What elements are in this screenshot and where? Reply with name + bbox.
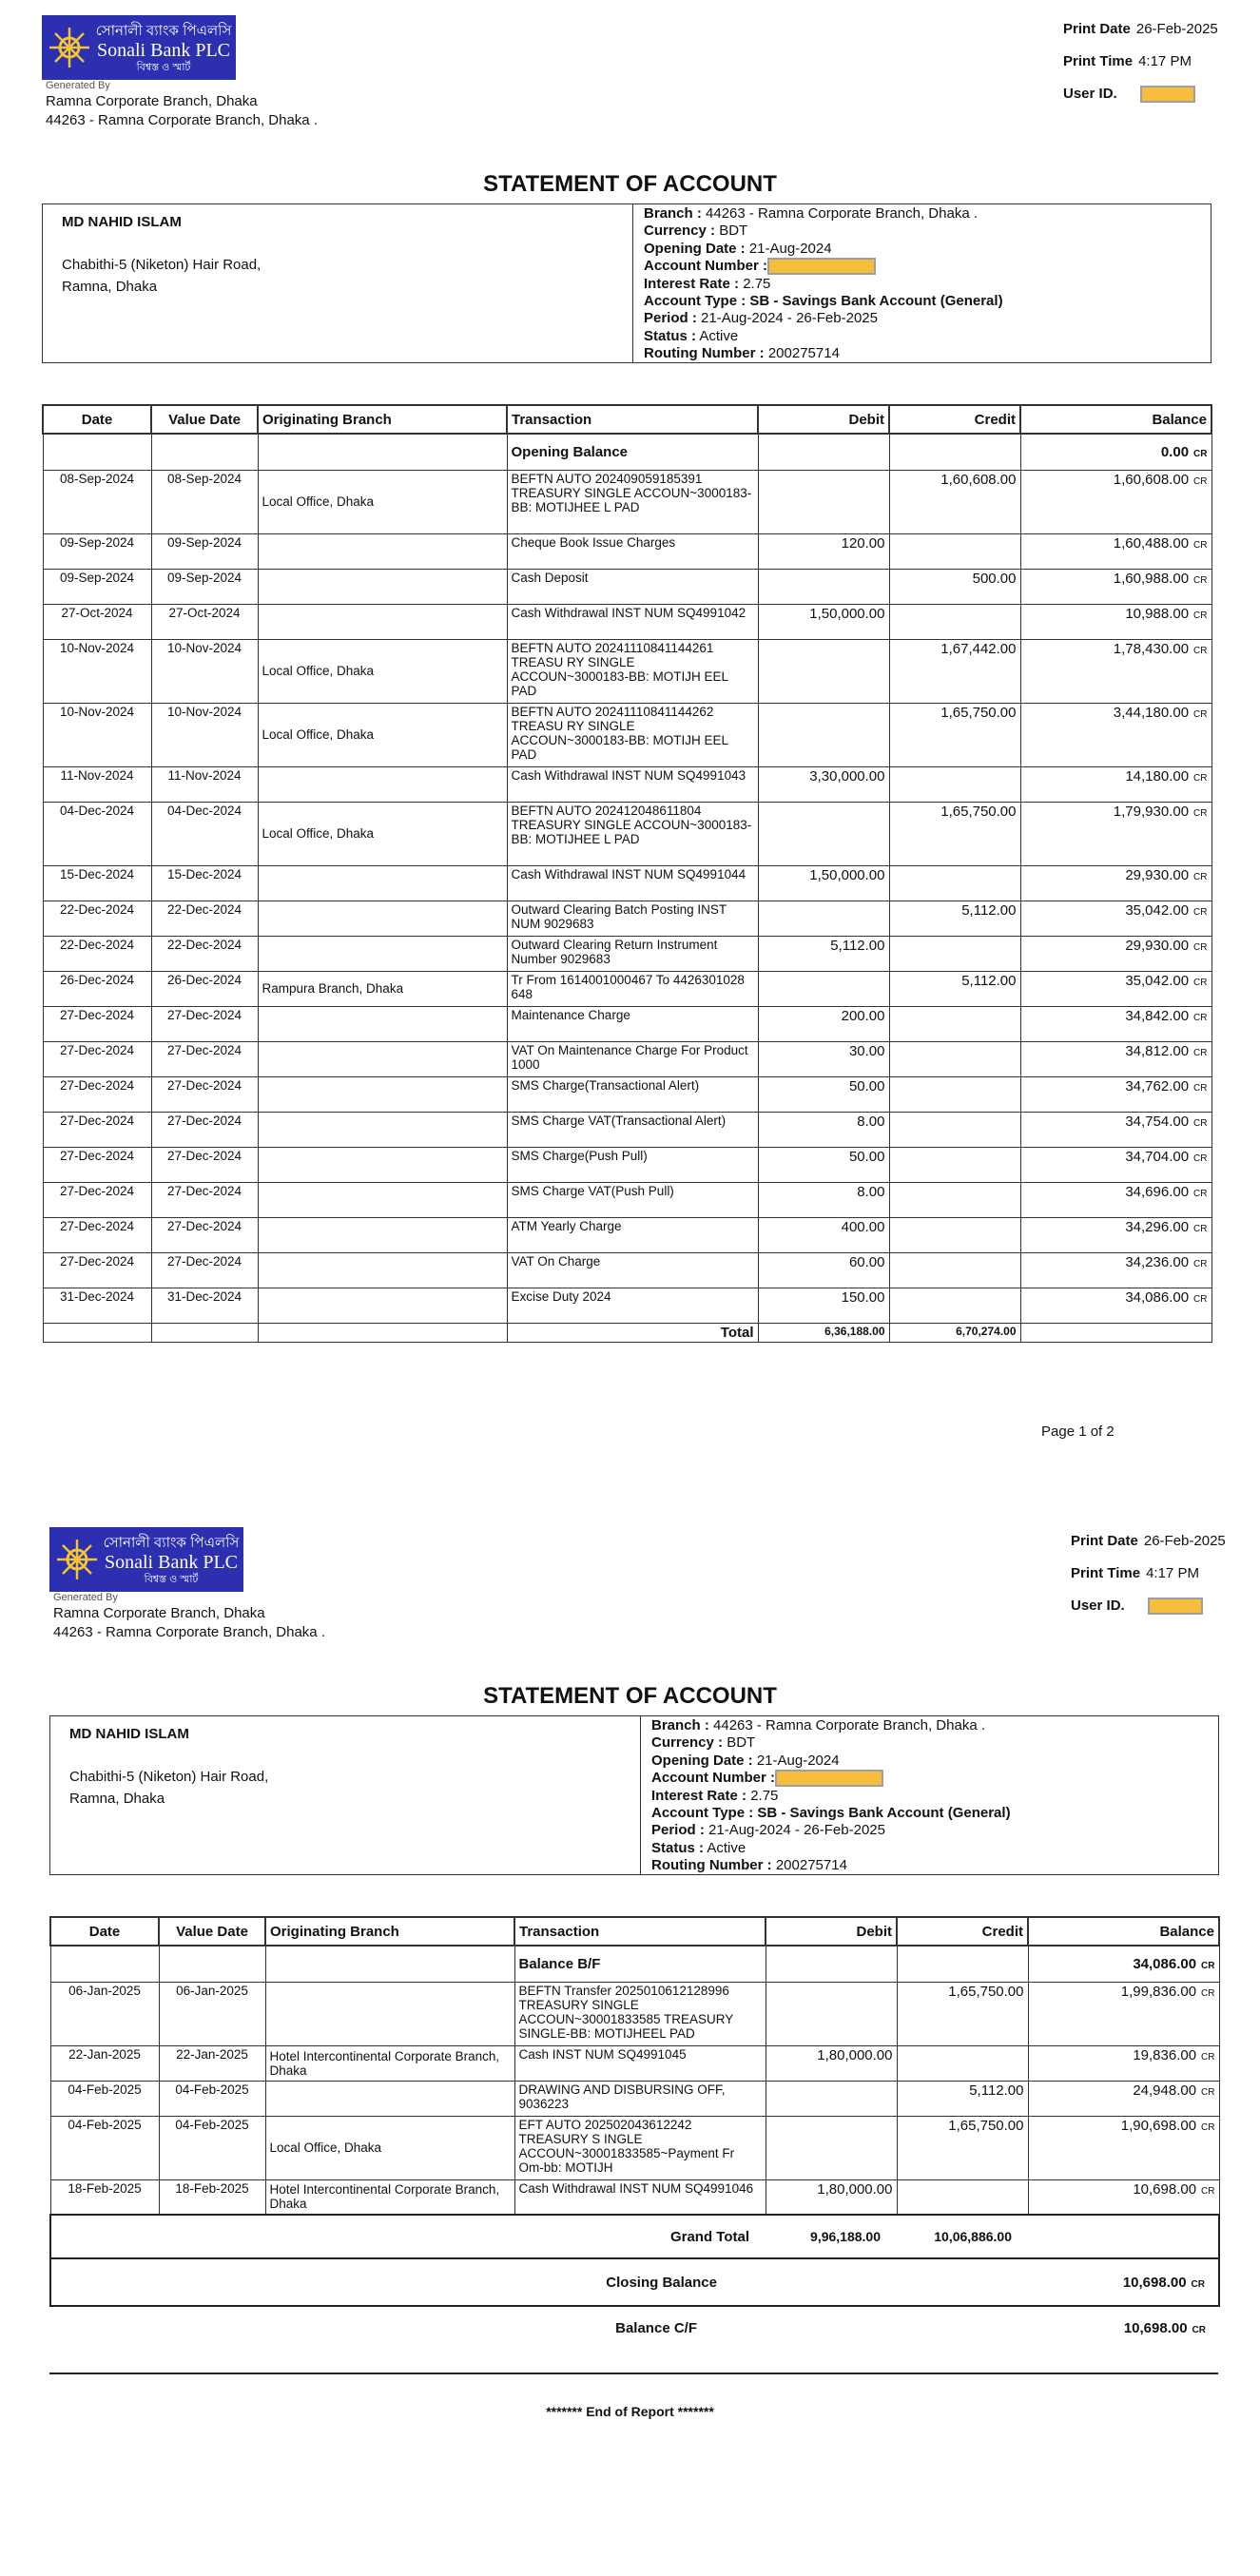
row-date: 27-Dec-2024 (43, 1076, 151, 1112)
row-balance: 10,988.00 CR (1020, 604, 1212, 639)
table-header: Date Value Date Originating Branch Transaction Debit Credit Balance (43, 405, 1212, 434)
row-transaction: DRAWING AND DISBURSING OFF, 9036223 (514, 2081, 766, 2116)
end-of-report: ******* End of Report ******* (546, 2404, 714, 2419)
row-date: 31-Dec-2024 (43, 1288, 151, 1323)
row-transaction: BEFTN AUTO 202412048611804 TREASURY SINGLE ACCOUN~3000183-BB: MOTIJHEE L PAD (507, 802, 758, 865)
generated-by-label: Generated By (46, 80, 110, 91)
logo-english-text: Sonali Bank PLC (104, 1551, 238, 1573)
row-value-date: 04-Feb-2025 (159, 2116, 265, 2179)
transactions-table-page-1 (42, 404, 1212, 1343)
account-details: Branch : 44263 - Ramna Corporate Branch, Dhaka . Currency : BDT Opening Date : 21-Aug-2024 Account Number : Interest Rate : 2.75 Account Type : SB - Savings Bank Account (General) Period : 21-Aug-2024 - 26-Feb-2025 Status : Active Routing Number : 200275714 (644, 205, 1003, 362)
bank-wheel-icon (48, 26, 91, 69)
row-value-date: 27-Dec-2024 (151, 1217, 258, 1252)
row-branch: Local Office, Dhaka (258, 639, 507, 703)
row-transaction: Cash Withdrawal INST NUM SQ4991043 (507, 766, 758, 802)
row-transaction: Outward Clearing Batch Posting INST NUM 9029683 (507, 901, 758, 936)
row-value-date: 26-Dec-2024 (151, 971, 258, 1006)
row-debit: 1,50,000.00 (758, 865, 889, 901)
table-row (43, 1252, 1212, 1288)
row-balance: 34,696.00 CR (1020, 1182, 1212, 1217)
row-debit: 1,50,000.00 (758, 604, 889, 639)
row-branch (265, 2081, 514, 2116)
row-transaction: BEFTN AUTO 20241110841144262 TREASU RY SINGLE ACCOUN~3000183-BB: MOTIJH EEL PAD (507, 703, 758, 766)
page-number: Page 1 of 2 (1041, 1424, 1115, 1440)
row-balance: 34,812.00 CR (1020, 1041, 1212, 1076)
account-info-box (49, 1715, 1219, 1875)
row-debit (758, 703, 889, 766)
row-transaction: VAT On Maintenance Charge For Product 1000 (507, 1041, 758, 1076)
table-row (43, 971, 1212, 1006)
account-info-box (42, 203, 1212, 363)
row-transaction: Cash Withdrawal INST NUM SQ4991046 (514, 2179, 766, 2215)
row-balance: 3,44,180.00 CR (1020, 703, 1212, 766)
table-row (43, 533, 1212, 569)
row-branch (258, 1041, 507, 1076)
page-title: STATEMENT OF ACCOUNT (483, 1683, 777, 1709)
account-number-redacted (767, 258, 876, 275)
row-branch (258, 1147, 507, 1182)
table-row (43, 1147, 1212, 1182)
row-value-date: 22-Jan-2025 (159, 2045, 265, 2081)
logo-bangla-text: সোনালী ব্যাংক পিএলসি (95, 22, 232, 39)
bank-wheel-icon (55, 1538, 99, 1581)
table-row (43, 1182, 1212, 1217)
customer-name: MD NAHID ISLAM (69, 1726, 189, 1742)
row-value-date: 27-Dec-2024 (151, 1041, 258, 1076)
branch-code: 44263 - Ramna Corporate Branch, Dhaka . (53, 1624, 325, 1640)
row-credit (889, 1076, 1020, 1112)
generated-by-label: Generated By (53, 1592, 118, 1603)
branch-name: Ramna Corporate Branch, Dhaka (53, 1605, 265, 1621)
logo-tagline: বিশ্বস্ত ও স্মার্ট (136, 61, 191, 73)
balance-cf-row (50, 2306, 1219, 2349)
row-balance: 1,60,988.00 CR (1020, 569, 1212, 604)
row-debit (766, 1982, 897, 2045)
row-transaction: Outward Clearing Return Instrument Number 9029683 (507, 936, 758, 971)
logo-english-text: Sonali Bank PLC (96, 39, 230, 61)
row-value-date: 10-Nov-2024 (151, 703, 258, 766)
row-value-date: 18-Feb-2025 (159, 2179, 265, 2215)
row-transaction: SMS Charge VAT(Push Pull) (507, 1182, 758, 1217)
row-value-date: 22-Dec-2024 (151, 936, 258, 971)
row-balance: 1,90,698.00 CR (1028, 2116, 1219, 2179)
row-balance: 34,762.00 CR (1020, 1076, 1212, 1112)
row-transaction: BEFTN Transfer 2025010612128996 TREASURY SINGLE ACCOUN~30001833585 TREASURY SINGLE-BB: MOTIJHEEL PAD (514, 1982, 766, 2045)
table-row (50, 2045, 1219, 2081)
row-credit: 1,65,750.00 (889, 703, 1020, 766)
user-id-redacted (1148, 1598, 1203, 1615)
statement-page-2 (8, 1512, 1260, 2567)
opening-balance-row: Opening Balance 0.00 CR (43, 434, 1212, 470)
row-credit (889, 604, 1020, 639)
divider-line (49, 2373, 1218, 2374)
customer-address-1: Chabithi-5 (Niketon) Hair Road, (62, 257, 262, 273)
row-branch (258, 1288, 507, 1323)
row-credit (889, 1288, 1020, 1323)
row-balance: 34,236.00 CR (1020, 1252, 1212, 1288)
row-value-date: 27-Dec-2024 (151, 1112, 258, 1147)
closing-balance-value: 10,698.00 CR (1122, 2274, 1205, 2291)
row-transaction: VAT On Charge (507, 1252, 758, 1288)
row-balance: 34,704.00 CR (1020, 1147, 1212, 1182)
customer-address-2: Ramna, Dhaka (62, 279, 158, 295)
row-balance: 1,78,430.00 CR (1020, 639, 1212, 703)
row-balance: 1,60,488.00 CR (1020, 533, 1212, 569)
row-value-date: 31-Dec-2024 (151, 1288, 258, 1323)
row-balance: 34,296.00 CR (1020, 1217, 1212, 1252)
row-value-date: 09-Sep-2024 (151, 569, 258, 604)
row-debit (766, 2081, 897, 2116)
row-balance: 34,842.00 CR (1020, 1006, 1212, 1041)
row-branch (258, 901, 507, 936)
grand-total-credit: 10,06,886.00 (934, 2229, 1012, 2244)
row-date: 27-Dec-2024 (43, 1217, 151, 1252)
table-row (50, 2081, 1219, 2116)
row-transaction: ATM Yearly Charge (507, 1217, 758, 1252)
print-time: Print Time 4:17 PM (1063, 53, 1192, 69)
row-transaction: Cheque Book Issue Charges (507, 533, 758, 569)
row-debit: 50.00 (758, 1076, 889, 1112)
row-date: 22-Dec-2024 (43, 901, 151, 936)
balance-bf-row: Balance B/F 34,086.00 CR (50, 1946, 1219, 1982)
customer-address-2: Ramna, Dhaka (69, 1791, 165, 1807)
row-branch: Local Office, Dhaka (258, 703, 507, 766)
row-branch (258, 865, 507, 901)
table-row (43, 865, 1212, 901)
row-date: 08-Sep-2024 (43, 470, 151, 533)
print-date: Print Date 26-Feb-2025 (1063, 21, 1218, 37)
row-transaction: BEFTN AUTO 202409059185391 TREASURY SINGLE ACCOUN~3000183-BB: MOTIJHEE L PAD (507, 470, 758, 533)
row-date: 27-Dec-2024 (43, 1041, 151, 1076)
branch-name: Ramna Corporate Branch, Dhaka (46, 93, 258, 109)
balance-cf-label: Balance C/F (615, 2319, 697, 2336)
row-balance: 24,948.00 CR (1028, 2081, 1219, 2116)
table-row (43, 802, 1212, 865)
account-details: Branch : 44263 - Ramna Corporate Branch, Dhaka . Currency : BDT Opening Date : 21-Aug-2024 Account Number : Interest Rate : 2.75 Account Type : SB - Savings Bank Account (General) Period : 21-Aug-2024 - 26-Feb-2025 Status : Active Routing Number : 200275714 (651, 1717, 1011, 1874)
row-transaction: SMS Charge(Push Pull) (507, 1147, 758, 1182)
row-value-date: 04-Feb-2025 (159, 2081, 265, 2116)
row-credit (889, 1147, 1020, 1182)
row-value-date: 04-Dec-2024 (151, 802, 258, 865)
table-row (43, 1112, 1212, 1147)
row-branch (265, 1982, 514, 2045)
row-date: 04-Dec-2024 (43, 802, 151, 865)
row-transaction: BEFTN AUTO 20241110841144261 TREASU RY SINGLE ACCOUN~3000183-BB: MOTIJH EEL PAD (507, 639, 758, 703)
row-debit: 3,30,000.00 (758, 766, 889, 802)
row-balance: 1,79,930.00 CR (1020, 802, 1212, 865)
row-transaction: Cash Withdrawal INST NUM SQ4991042 (507, 604, 758, 639)
table-row (43, 470, 1212, 533)
row-balance: 10,698.00 CR (1028, 2179, 1219, 2215)
row-branch (258, 1006, 507, 1041)
row-branch: Local Office, Dhaka (258, 802, 507, 865)
row-date: 26-Dec-2024 (43, 971, 151, 1006)
row-date: 09-Sep-2024 (43, 533, 151, 569)
table-row (43, 766, 1212, 802)
table-row (43, 1217, 1212, 1252)
logo-bangla-text: সোনালী ব্যাংক পিএলসি (103, 1534, 240, 1551)
row-balance: 1,99,836.00 CR (1028, 1982, 1219, 2045)
total-label: Total (507, 1323, 758, 1342)
row-branch: Local Office, Dhaka (265, 2116, 514, 2179)
user-id-redacted (1140, 86, 1195, 103)
row-branch: Hotel Intercontinental Corporate Branch, Dhaka (265, 2045, 514, 2081)
row-credit: 5,112.00 (897, 2081, 1028, 2116)
row-transaction: Maintenance Charge (507, 1006, 758, 1041)
grand-total-label: Grand Total (669, 2228, 749, 2245)
row-date: 09-Sep-2024 (43, 569, 151, 604)
row-credit (889, 766, 1020, 802)
row-date: 15-Dec-2024 (43, 865, 151, 901)
row-credit (889, 1182, 1020, 1217)
account-number-redacted (775, 1770, 883, 1787)
row-date: 10-Nov-2024 (43, 703, 151, 766)
row-balance: 35,042.00 CR (1020, 901, 1212, 936)
user-id: User ID. (1071, 1598, 1203, 1615)
row-credit (889, 1006, 1020, 1041)
grand-total-debit: 9,96,188.00 (810, 2229, 881, 2244)
print-time: Print Time 4:17 PM (1071, 1565, 1199, 1581)
row-transaction: Cash Deposit (507, 569, 758, 604)
row-debit: 5,112.00 (758, 936, 889, 971)
table-row (43, 1041, 1212, 1076)
row-date: 10-Nov-2024 (43, 639, 151, 703)
closing-balance-row (50, 2258, 1219, 2306)
row-date: 27-Dec-2024 (43, 1112, 151, 1147)
table-row (43, 1006, 1212, 1041)
table-row (50, 2116, 1219, 2179)
row-transaction: Tr From 1614001000467 To 4426301028 648 (507, 971, 758, 1006)
customer-name: MD NAHID ISLAM (62, 214, 182, 230)
row-date: 27-Dec-2024 (43, 1147, 151, 1182)
row-date: 04-Feb-2025 (50, 2081, 159, 2116)
row-credit (889, 1217, 1020, 1252)
total-debit: 6,36,188.00 (758, 1323, 889, 1342)
row-branch (258, 604, 507, 639)
page-title: STATEMENT OF ACCOUNT (483, 171, 777, 197)
row-debit: 1,80,000.00 (766, 2179, 897, 2215)
row-credit (897, 2045, 1028, 2081)
row-debit (758, 470, 889, 533)
row-value-date: 27-Dec-2024 (151, 1182, 258, 1217)
table-row (43, 604, 1212, 639)
row-debit (766, 2116, 897, 2179)
row-branch (258, 766, 507, 802)
row-debit (758, 901, 889, 936)
table-row (43, 569, 1212, 604)
table-row (43, 901, 1212, 936)
row-date: 18-Feb-2025 (50, 2179, 159, 2215)
row-transaction: EFT AUTO 202502043612242 TREASURY S INGLE ACCOUN~30001833585~Payment Fr Om-bb: MOTIJH (514, 2116, 766, 2179)
row-credit: 1,65,750.00 (897, 2116, 1028, 2179)
row-value-date: 22-Dec-2024 (151, 901, 258, 936)
table-row (50, 1982, 1219, 2045)
row-balance: 19,836.00 CR (1028, 2045, 1219, 2081)
row-debit: 8.00 (758, 1112, 889, 1147)
row-balance: 35,042.00 CR (1020, 971, 1212, 1006)
bank-logo (49, 1527, 243, 1592)
table-header: Date Value Date Originating Branch Transaction Debit Credit Balance (50, 1917, 1219, 1946)
row-branch (258, 936, 507, 971)
row-transaction: Cash Withdrawal INST NUM SQ4991044 (507, 865, 758, 901)
row-debit: 60.00 (758, 1252, 889, 1288)
row-date: 06-Jan-2025 (50, 1982, 159, 2045)
row-credit (889, 1041, 1020, 1076)
row-value-date: 27-Oct-2024 (151, 604, 258, 639)
row-value-date: 09-Sep-2024 (151, 533, 258, 569)
row-date: 27-Dec-2024 (43, 1006, 151, 1041)
row-branch (258, 533, 507, 569)
row-branch (258, 1252, 507, 1288)
row-credit (889, 1112, 1020, 1147)
row-debit: 200.00 (758, 1006, 889, 1041)
row-credit: 5,112.00 (889, 971, 1020, 1006)
row-date: 22-Jan-2025 (50, 2045, 159, 2081)
row-debit: 30.00 (758, 1041, 889, 1076)
user-id: User ID. (1063, 86, 1195, 103)
row-date: 27-Oct-2024 (43, 604, 151, 639)
row-debit: 150.00 (758, 1288, 889, 1323)
row-branch: Hotel Intercontinental Corporate Branch, Dhaka (265, 2179, 514, 2215)
row-date: 27-Dec-2024 (43, 1182, 151, 1217)
row-debit: 120.00 (758, 533, 889, 569)
row-debit (758, 971, 889, 1006)
table-row (50, 2179, 1219, 2215)
bank-logo (42, 15, 236, 80)
row-value-date: 08-Sep-2024 (151, 470, 258, 533)
branch-code: 44263 - Ramna Corporate Branch, Dhaka . (46, 112, 318, 128)
row-value-date: 27-Dec-2024 (151, 1006, 258, 1041)
print-date: Print Date 26-Feb-2025 (1071, 1533, 1226, 1549)
row-debit: 400.00 (758, 1217, 889, 1252)
table-row (43, 639, 1212, 703)
row-value-date: 11-Nov-2024 (151, 766, 258, 802)
row-date: 22-Dec-2024 (43, 936, 151, 971)
row-balance: 14,180.00 CR (1020, 766, 1212, 802)
row-date: 04-Feb-2025 (50, 2116, 159, 2179)
row-credit: 1,60,608.00 (889, 470, 1020, 533)
row-transaction: SMS Charge(Transactional Alert) (507, 1076, 758, 1112)
customer-address-1: Chabithi-5 (Niketon) Hair Road, (69, 1769, 269, 1785)
row-credit: 1,65,750.00 (897, 1982, 1028, 2045)
row-debit (758, 639, 889, 703)
row-balance: 1,60,608.00 CR (1020, 470, 1212, 533)
row-credit (889, 936, 1020, 971)
table-row (43, 1076, 1212, 1112)
row-value-date: 27-Dec-2024 (151, 1252, 258, 1288)
total-row (43, 1323, 1212, 1342)
row-transaction: SMS Charge VAT(Transactional Alert) (507, 1112, 758, 1147)
row-branch (258, 1076, 507, 1112)
table-row (43, 936, 1212, 971)
transactions-table-page-2 (49, 1916, 1220, 2349)
row-value-date: 10-Nov-2024 (151, 639, 258, 703)
row-date: 11-Nov-2024 (43, 766, 151, 802)
row-date: 27-Dec-2024 (43, 1252, 151, 1288)
row-value-date: 06-Jan-2025 (159, 1982, 265, 2045)
row-balance: 34,754.00 CR (1020, 1112, 1212, 1147)
row-credit: 5,112.00 (889, 901, 1020, 936)
grand-total-row (50, 2215, 1219, 2258)
row-branch (258, 569, 507, 604)
row-debit: 1,80,000.00 (766, 2045, 897, 2081)
row-credit (889, 1252, 1020, 1288)
row-branch (258, 1112, 507, 1147)
total-credit: 6,70,274.00 (889, 1323, 1020, 1342)
row-debit: 50.00 (758, 1147, 889, 1182)
table-row (43, 1288, 1212, 1323)
row-value-date: 15-Dec-2024 (151, 865, 258, 901)
row-debit: 8.00 (758, 1182, 889, 1217)
row-credit: 1,67,442.00 (889, 639, 1020, 703)
row-debit (758, 802, 889, 865)
row-value-date: 27-Dec-2024 (151, 1076, 258, 1112)
row-value-date: 27-Dec-2024 (151, 1147, 258, 1182)
row-credit (897, 2179, 1028, 2215)
row-credit (889, 865, 1020, 901)
row-debit (758, 569, 889, 604)
table-row (43, 703, 1212, 766)
row-transaction: Excise Duty 2024 (507, 1288, 758, 1323)
row-branch (258, 1182, 507, 1217)
logo-tagline: বিশ্বস্ত ও স্মার্ট (144, 1573, 199, 1585)
closing-balance-label: Closing Balance (606, 2274, 717, 2291)
row-credit: 500.00 (889, 569, 1020, 604)
row-branch: Local Office, Dhaka (258, 470, 507, 533)
row-branch (258, 1217, 507, 1252)
row-branch: Rampura Branch, Dhaka (258, 971, 507, 1006)
row-balance: 29,930.00 CR (1020, 936, 1212, 971)
row-credit: 1,65,750.00 (889, 802, 1020, 865)
row-transaction: Cash INST NUM SQ4991045 (514, 2045, 766, 2081)
row-balance: 29,930.00 CR (1020, 865, 1212, 901)
row-balance: 34,086.00 CR (1020, 1288, 1212, 1323)
balance-cf-value: 10,698.00 CR (1123, 2319, 1206, 2336)
row-credit (889, 533, 1020, 569)
